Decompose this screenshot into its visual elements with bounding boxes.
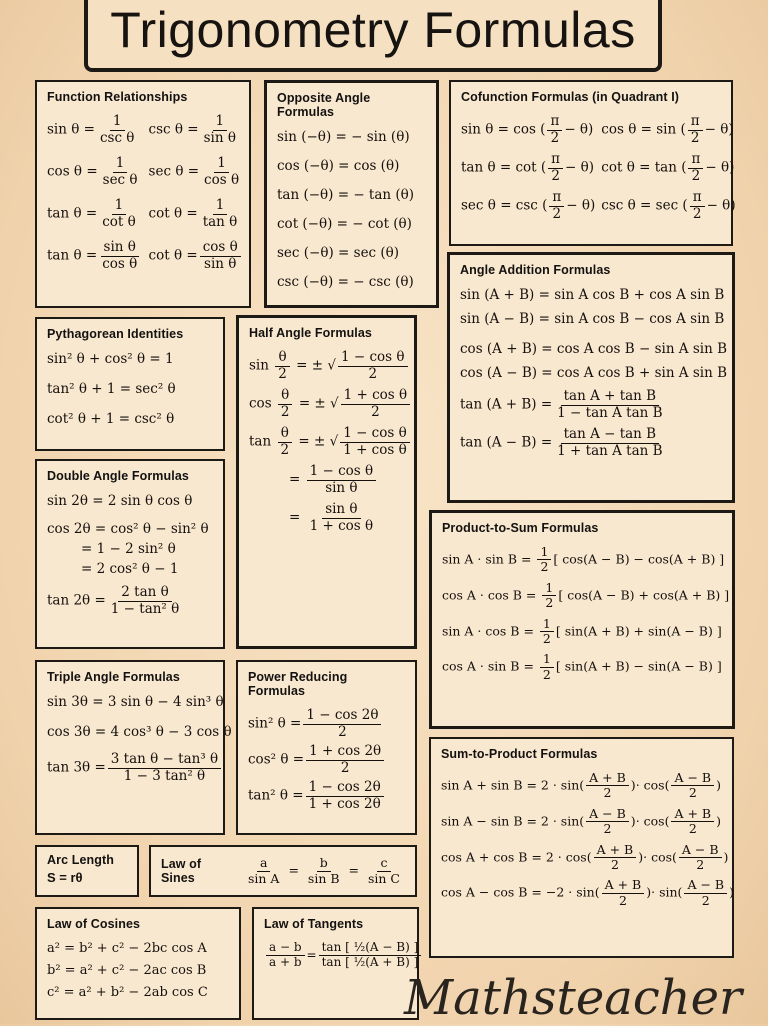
section-heading: Pythagorean Identities [47, 327, 184, 341]
formula: sin² θ + cos² θ = 1 [47, 351, 174, 367]
formula: tan 2θ = $\frac{\text{2 tan θ}}{\text{1 − tan² θ}}$ [47, 584, 180, 617]
section-heading: Opposite Angle Formulas [277, 91, 371, 119]
section-heading: Function Relationships [47, 90, 188, 104]
formula: tan² θ = $\frac{1 - \cos 2\theta}{1 + \cos 2\theta}$ [248, 780, 405, 812]
formula: sin $\frac{\theta}{2}$ = ± √ $\frac{\text{1 − cos θ}}{2}$ [249, 350, 404, 382]
formula: cos (−θ) = cos (θ) [277, 158, 400, 174]
formula: sin (A + B) = sin A cos B + cos A sin B [460, 287, 725, 303]
formula: sec θ = csc ( $\frac{\pi}{2}$ − θ) [461, 189, 596, 222]
section-heading: Angle Addition Formulas [460, 263, 611, 277]
formula: sin 3θ = 3 sin θ − 4 sin³ θ [47, 694, 224, 710]
formula: cos (A + B) = cos A cos B − sin A sin B [460, 341, 727, 357]
formula: sin A − sin B = 2 · sin( $\frac{A - B}{2}$ )· cos( $\frac{A + B}{2}$ ) [441, 805, 721, 837]
section-heading: Triple Angle Formulas [47, 670, 180, 684]
formula: cos A · sin B = $\frac{1}{2}$ [ sin(A + B) − sin(A − B) ] [442, 651, 722, 682]
section-heading: Sum-to-Product Formulas [441, 747, 598, 761]
formula: csc θ = $\frac{1}{\text{sin θ}}$ [148, 113, 236, 146]
formula: tan (A + B) = $\frac{\text{tan A + tan B}}{\text{1 − tan A tan B}}$ [460, 388, 663, 421]
formula: cot² θ + 1 = csc² θ [47, 411, 175, 427]
formula: csc θ = sec ( $\frac{\pi}{2}$ − θ) [601, 189, 736, 222]
page-title: Trigonometry Formulas [84, 0, 662, 72]
formula: tan $\frac{\theta}{2}$ = ± √ $\frac{\text{1 − cos θ}}{\text{1 + cos θ}}$ [249, 426, 404, 458]
cofunction-box [449, 80, 736, 246]
power-reducing-box [236, 660, 417, 835]
formula: = 2 cos² θ − 1 [81, 561, 179, 577]
formula: = $\frac{\text{sin θ}}{\text{1 + cos θ}}$ [289, 501, 374, 534]
section-heading: Double Angle Formulas [47, 469, 189, 483]
formula: sin (A − B) = sin A cos B − cos A sin B [460, 311, 725, 327]
formula: sin A · sin B = $\frac{1}{2}$ [ cos(A − B) − cos(A + B) ] [442, 544, 725, 575]
formula: tan θ = cot ( $\frac{\pi}{2}$ − θ) [461, 151, 595, 184]
formula: cos 2θ = cos² θ − sin² θ [47, 521, 209, 537]
formula: tan θ = $\frac{1}{\text{cot θ}}$ [47, 197, 136, 230]
formula: tan θ = $\frac{\text{sin θ}}{\text{cos θ}}$ [47, 239, 138, 272]
pythagorean-box [35, 317, 225, 451]
function-relationships-box [35, 80, 251, 308]
formula: cos 3θ = 4 cos³ θ − 3 cos θ [47, 724, 232, 740]
half-angle-box [236, 315, 417, 649]
opposite-angle-box [264, 80, 439, 308]
formula: $\frac{a - b}{a + b}$ = $\frac{\text{tan [ ½(A − B) ]}}{\text{tan [ ½(A + B) ]}}$ [264, 941, 407, 970]
law-of-sines-box [149, 845, 417, 897]
section-heading: Product-to-Sum Formulas [442, 521, 599, 535]
formula: cos A − cos B = −2 · sin( $\frac{A + B}{2}$ )· sin( $\frac{A - B}{2}$ ) [441, 877, 734, 908]
formula: cos θ = $\frac{1}{\text{sec θ}}$ [47, 155, 138, 188]
formula: sec (−θ) = sec (θ) [277, 245, 400, 261]
formula: sin A · cos B = $\frac{1}{2}$ [ sin(A + B) + sin(A − B) ] [442, 615, 722, 646]
formula: sin (−θ) = − sin (θ) [277, 129, 410, 145]
formula: b² = a² + c² − 2ac cos B [47, 963, 207, 978]
formula: tan (A − B) = $\frac{\text{tan A − tan B}}{\text{1 + tan A tan B}}$ [460, 426, 663, 459]
law-of-cosines-box [35, 907, 241, 1020]
formula: sec θ = $\frac{1}{\text{cos θ}}$ [148, 155, 240, 188]
formula: sin θ = cos ( $\frac{\pi}{2}$ − θ) [461, 113, 594, 146]
formula: = $\frac{\text{1 − cos θ}}{\text{sin θ}}$ [249, 464, 404, 496]
formula: c² = a² + b² − 2ab cos C [47, 985, 208, 1000]
angle-addition-box [447, 252, 735, 503]
product-to-sum-box [429, 510, 735, 729]
formula: a² = b² + c² − 2bc cos A [47, 941, 207, 956]
section-heading: Power Reducing Formulas [248, 670, 348, 698]
section-heading: Arc Length [47, 853, 114, 867]
formula: cos² θ = $\frac{1 + \cos 2\theta}{2}$ [248, 744, 405, 776]
section-heading: Half Angle Formulas [249, 326, 372, 340]
section-heading: Law of Sines [161, 857, 202, 885]
formula: cot θ = $\frac{1}{\text{tan θ}}$ [148, 197, 238, 230]
formula: cos (A − B) = cos A cos B + sin A sin B [460, 365, 727, 381]
formula: tan 3θ = $\frac{\text{3 tan θ − tan³ θ}}{\text{1 − 3 tan² θ}}$ [47, 752, 213, 784]
sum-to-product-box [429, 737, 734, 958]
formula: cot θ = $\frac{\text{cos θ}}{\text{sin θ}}$ [149, 240, 245, 272]
formula: cot (−θ) = − cot (θ) [277, 216, 412, 232]
section-heading: Law of Cosines [47, 917, 141, 931]
law-of-tangents-box [252, 907, 419, 1020]
formula: csc (−θ) = − csc (θ) [277, 274, 414, 290]
triple-angle-box [35, 660, 232, 835]
formula: = 1 − 2 sin² θ [81, 541, 176, 557]
watermark: Mathsteacher [403, 970, 742, 1026]
formula: cot θ = tan ( $\frac{\pi}{2}$ − θ) [601, 151, 735, 184]
formula: tan² θ + 1 = sec² θ [47, 381, 176, 397]
formula: S = rθ [47, 870, 83, 885]
formula: cos A + cos B = 2 · cos( $\frac{A + B}{2}$ )· cos( $\frac{A - B}{2}$ ) [441, 841, 729, 872]
formula: tan (−θ) = − tan (θ) [277, 187, 415, 203]
formula: sin A + sin B = 2 · sin( $\frac{A + B}{2}$ )· cos( $\frac{A - B}{2}$ ) [441, 770, 721, 801]
formula: cos $\frac{\theta}{2}$ = ± √ $\frac{\text{1 + cos θ}}{2}$ [249, 388, 404, 420]
double-angle-box [35, 459, 225, 649]
arc-length-box [35, 845, 139, 897]
formula: cos A · cos B = $\frac{1}{2}$ [ cos(A − B) + cos(A + B) ] [442, 579, 730, 611]
section-heading: Law of Tangents [264, 917, 364, 931]
section-heading: Cofunction Formulas (in Quadrant I) [461, 90, 680, 104]
formula: sin θ = $\frac{1}{\text{csc θ}}$ [47, 113, 135, 146]
formula: sin² θ = $\frac{1 - \cos 2\theta}{2}$ [248, 708, 405, 740]
formula: $\frac{a}{\text{sin A}}$ = $\frac{b}{\text{sin B}}$ = $\frac{c}{\text{sin C}}$ [247, 855, 400, 886]
formula: sin 2θ = 2 sin θ cos θ [47, 493, 193, 509]
formula: cos θ = sin ( $\frac{\pi}{2}$ − θ) [601, 113, 734, 146]
